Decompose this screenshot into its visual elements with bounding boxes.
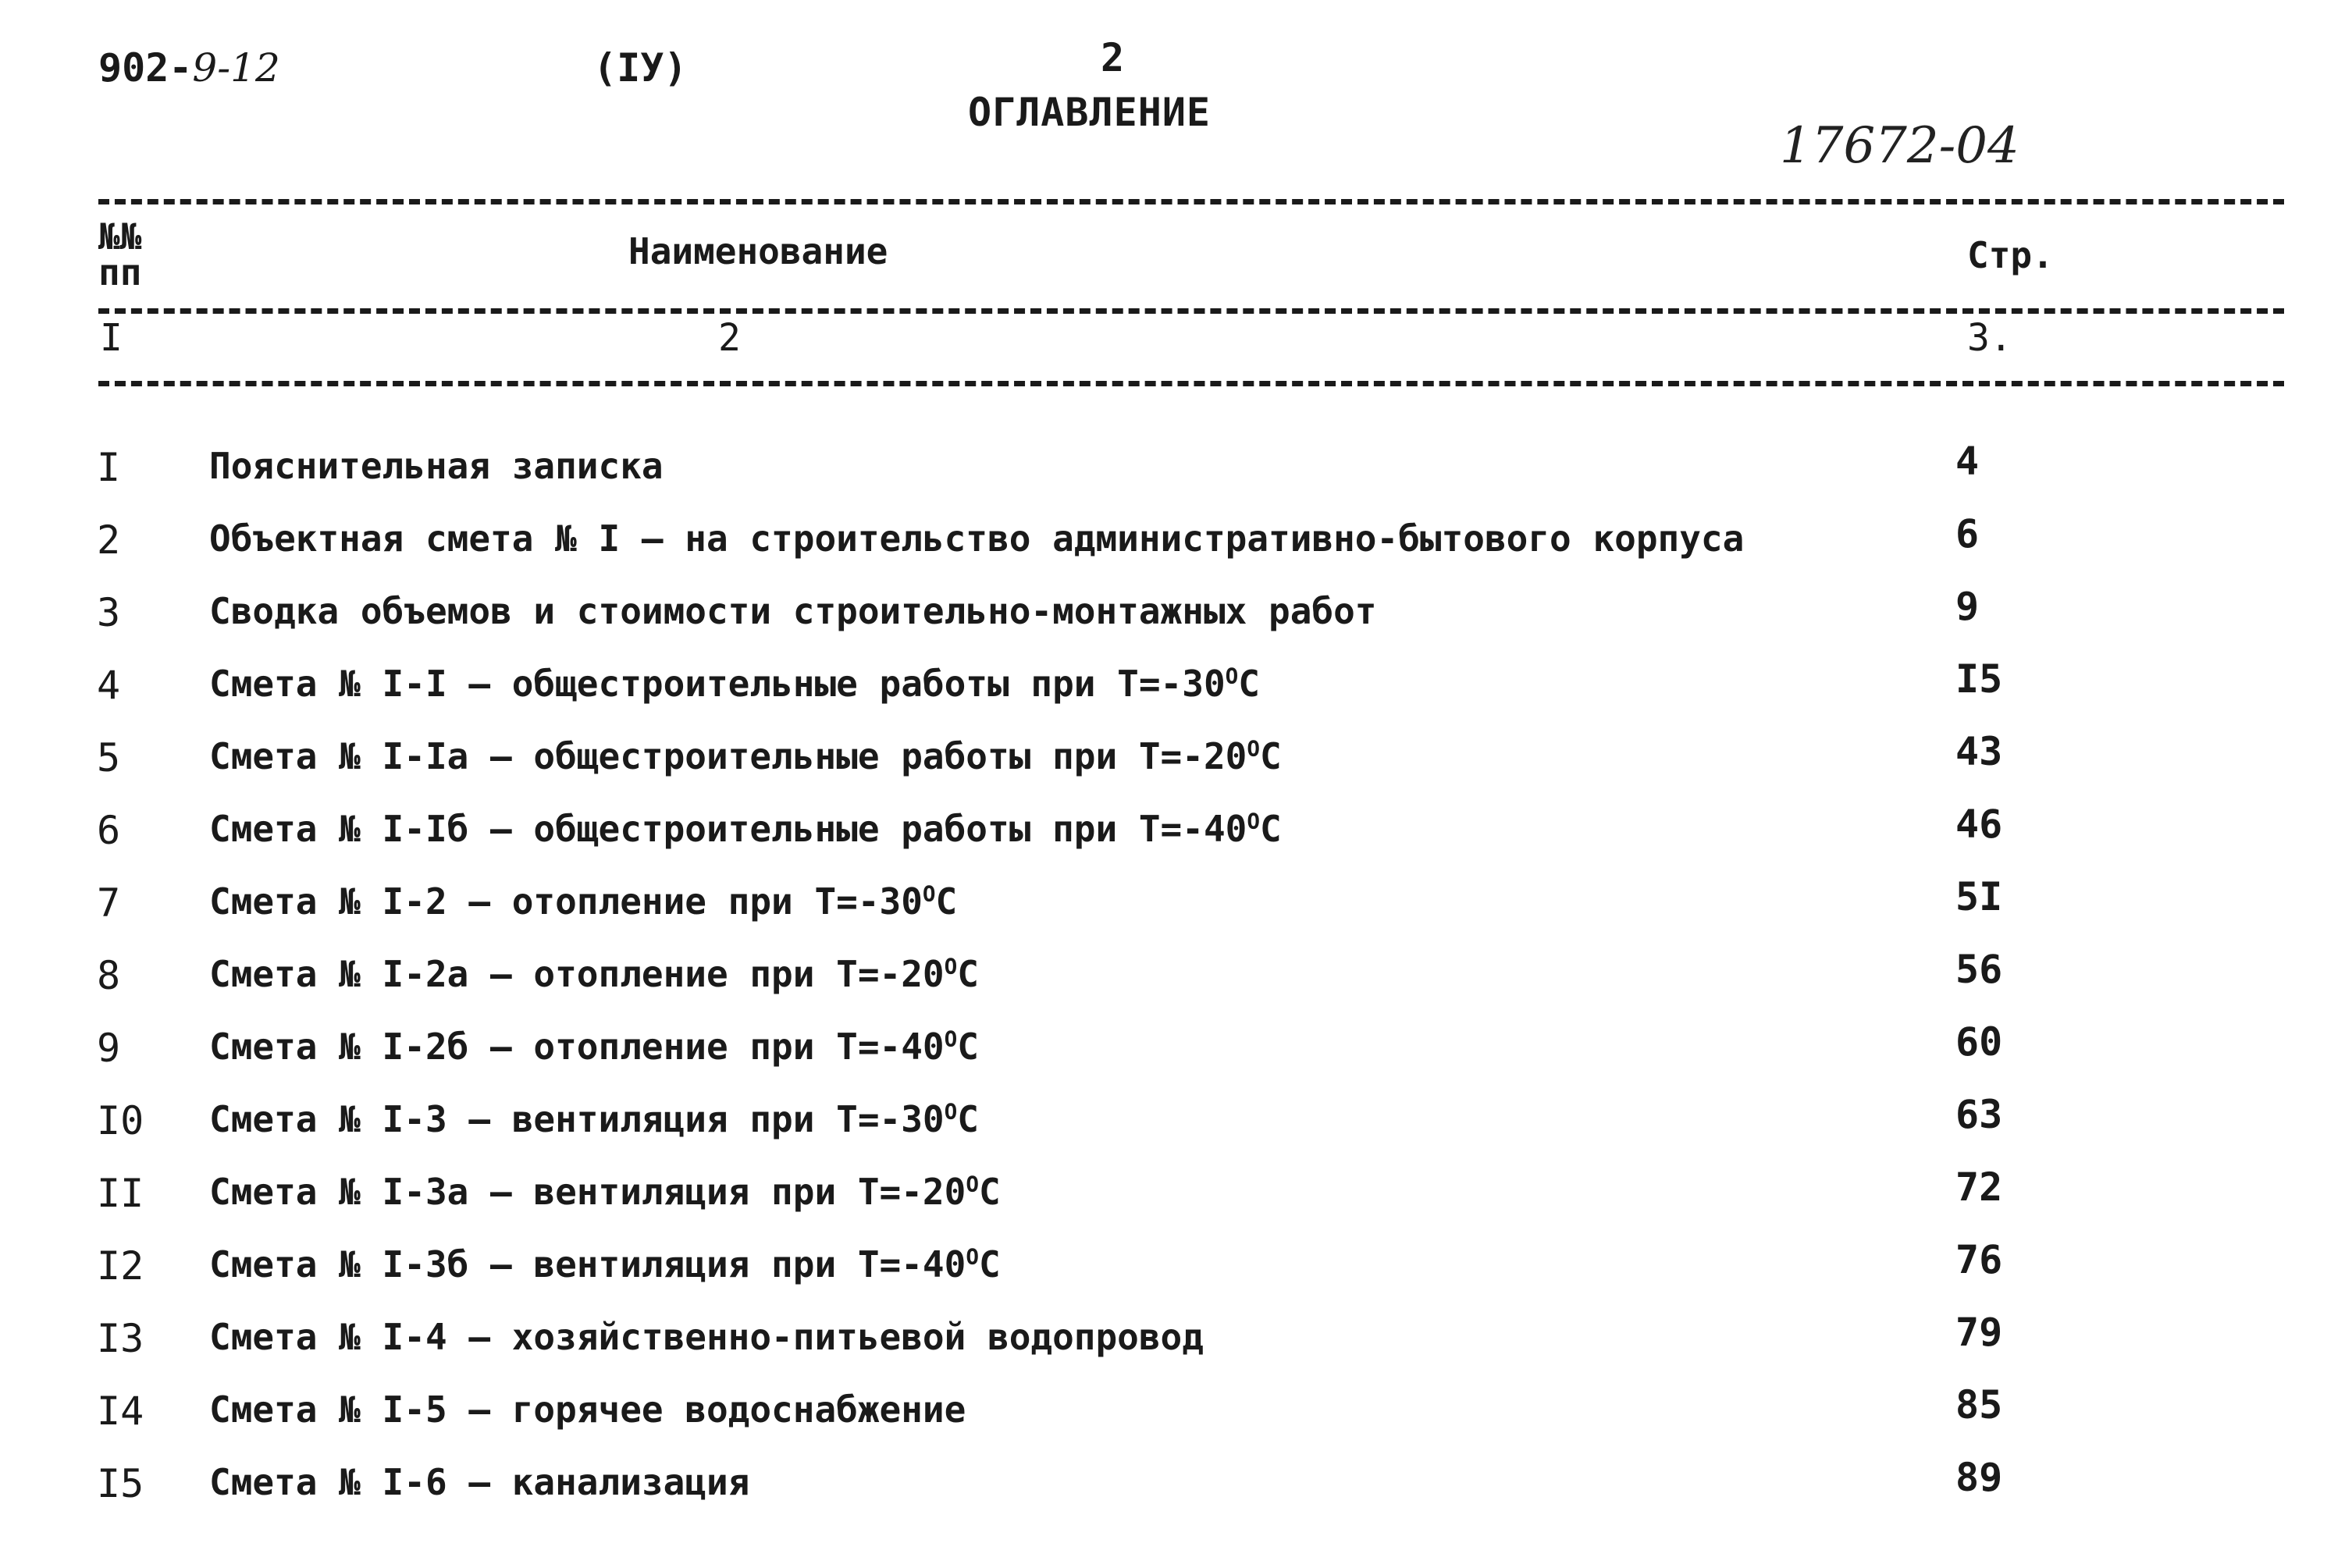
row-page: 4 xyxy=(1955,439,1980,484)
row-title xyxy=(209,808,1282,850)
row-page: 43 xyxy=(1955,729,2003,774)
row-title-text: Смета № I-Iб – общестроительные работы при Т=-40 xyxy=(209,808,1247,850)
row-title-text: Смета № I-3а – вентиляция при Т=-20 xyxy=(209,1171,966,1213)
header-page-column: Стр. xyxy=(1967,234,2054,276)
row-title: Пояснительная записка xyxy=(209,445,664,487)
row-title-text: Смета № I-3б – вентиляция при Т=-40 xyxy=(209,1243,966,1285)
column-number-3: 3. xyxy=(1967,316,2012,360)
row-number: 9 xyxy=(97,1026,121,1071)
toc-row xyxy=(0,1455,2352,1534)
row-page: 6 xyxy=(1955,511,1980,556)
degree-mark: О xyxy=(944,953,958,980)
row-title-text: Смета № I-3 – вентиляция при Т=-30 xyxy=(209,1098,945,1140)
degree-mark: О xyxy=(966,1243,979,1270)
row-number: 4 xyxy=(97,663,121,708)
toc-row xyxy=(0,1382,2352,1461)
row-page: 56 xyxy=(1955,947,2003,992)
degree-mark: О xyxy=(1247,735,1260,762)
page-title: ОГЛАВЛЕНИЕ xyxy=(968,90,1212,135)
row-title-text: Смета № I-I – общестроительные работы при Т=-30 xyxy=(209,663,1226,705)
row-number: 5 xyxy=(97,735,121,780)
row-title: Смета № I-5 – горячее водоснабжение xyxy=(209,1388,966,1431)
table-top-rule xyxy=(98,199,2284,204)
document-code-prefix: 902- xyxy=(98,45,193,91)
unit-suffix: С xyxy=(1259,808,1282,850)
row-number: II xyxy=(97,1171,144,1216)
unit-suffix: С xyxy=(1259,735,1282,777)
toc-row xyxy=(0,802,2352,880)
row-title-text: Смета № I-2 – отопление при Т=-30 xyxy=(209,880,923,923)
degree-mark: О xyxy=(922,880,936,907)
row-number: I2 xyxy=(97,1243,144,1289)
document-code-handwritten: 9-12 xyxy=(192,45,280,91)
row-title xyxy=(209,1026,979,1068)
row-title: Смета № I-6 – канализация xyxy=(209,1461,750,1503)
issue-number: (IУ) xyxy=(593,45,688,91)
row-title xyxy=(209,1098,979,1140)
row-page: 79 xyxy=(1955,1310,2003,1355)
row-title xyxy=(209,1171,1001,1213)
row-number: 6 xyxy=(97,808,121,853)
column-number-2: 2 xyxy=(718,316,741,360)
row-number: 2 xyxy=(97,517,121,563)
row-title: Смета № I-4 – хозяйственно-питьевой водопровод xyxy=(209,1316,1204,1358)
unit-suffix: С xyxy=(957,1098,979,1140)
row-page: 5I xyxy=(1955,874,2003,919)
row-page: I5 xyxy=(1955,656,2003,702)
header-rule xyxy=(98,308,2284,314)
unit-suffix: С xyxy=(978,1243,1001,1285)
toc-row xyxy=(0,947,2352,1026)
degree-mark: О xyxy=(944,1026,958,1052)
row-title xyxy=(209,735,1282,777)
row-title-text: Смета № I-Iа – общестроительные работы при Т=-20 xyxy=(209,735,1247,777)
row-page: 85 xyxy=(1955,1382,2003,1428)
toc-row xyxy=(0,1237,2352,1316)
toc-row xyxy=(0,874,2352,953)
toc-row xyxy=(0,1019,2352,1098)
row-number: 7 xyxy=(97,880,121,926)
header-number-column xyxy=(98,215,142,293)
row-page: 76 xyxy=(1955,1237,2003,1282)
degree-mark: О xyxy=(966,1171,979,1197)
toc-row xyxy=(0,1092,2352,1171)
degree-mark: О xyxy=(1225,663,1239,689)
unit-suffix: С xyxy=(935,880,958,923)
row-number: I3 xyxy=(97,1316,144,1361)
row-title xyxy=(209,663,1260,705)
row-page: 9 xyxy=(1955,584,1980,629)
row-title: Сводка объемов и стоимости строительно-монтажных работ xyxy=(209,590,1377,632)
row-page: 60 xyxy=(1955,1019,2003,1065)
toc-list xyxy=(0,439,2352,1534)
unit-suffix: С xyxy=(957,953,979,995)
degree-mark: О xyxy=(944,1098,958,1125)
row-page: 46 xyxy=(1955,802,2003,847)
row-title xyxy=(209,880,957,923)
document-code xyxy=(98,45,280,91)
row-number: I5 xyxy=(97,1461,144,1506)
unit-suffix: С xyxy=(957,1026,979,1068)
toc-row xyxy=(0,511,2352,590)
row-number: 8 xyxy=(97,953,121,998)
header-name-column: Наименование xyxy=(628,230,888,272)
row-title-text: Смета № I-2б – отопление при Т=-40 xyxy=(209,1026,945,1068)
degree-mark: О xyxy=(1247,808,1260,834)
unit-suffix: С xyxy=(1238,663,1260,705)
toc-row xyxy=(0,1310,2352,1388)
row-title xyxy=(209,953,979,995)
toc-row xyxy=(0,439,2352,517)
row-title xyxy=(209,1243,1001,1285)
page-number: 2 xyxy=(1101,35,1125,80)
header-number-label: №№ пп xyxy=(98,215,142,293)
toc-row xyxy=(0,729,2352,808)
row-title-text: Смета № I-2а – отопление при Т=-20 xyxy=(209,953,945,995)
toc-row xyxy=(0,584,2352,663)
row-title: Объектная смета № I – на строительство административно-бытового корпуса xyxy=(209,517,1745,560)
row-number: I4 xyxy=(97,1388,144,1434)
column-number-1: I xyxy=(100,316,123,360)
row-page: 72 xyxy=(1955,1164,2003,1210)
handwritten-code: 17672-04 xyxy=(1780,117,2019,175)
unit-suffix: С xyxy=(978,1171,1001,1213)
toc-row xyxy=(0,1164,2352,1243)
row-number: I0 xyxy=(97,1098,144,1143)
toc-row xyxy=(0,656,2352,735)
row-number: 3 xyxy=(97,590,121,635)
column-number-rule xyxy=(98,381,2284,386)
row-page: 89 xyxy=(1955,1455,2003,1500)
row-page: 63 xyxy=(1955,1092,2003,1137)
row-number: I xyxy=(97,445,121,490)
